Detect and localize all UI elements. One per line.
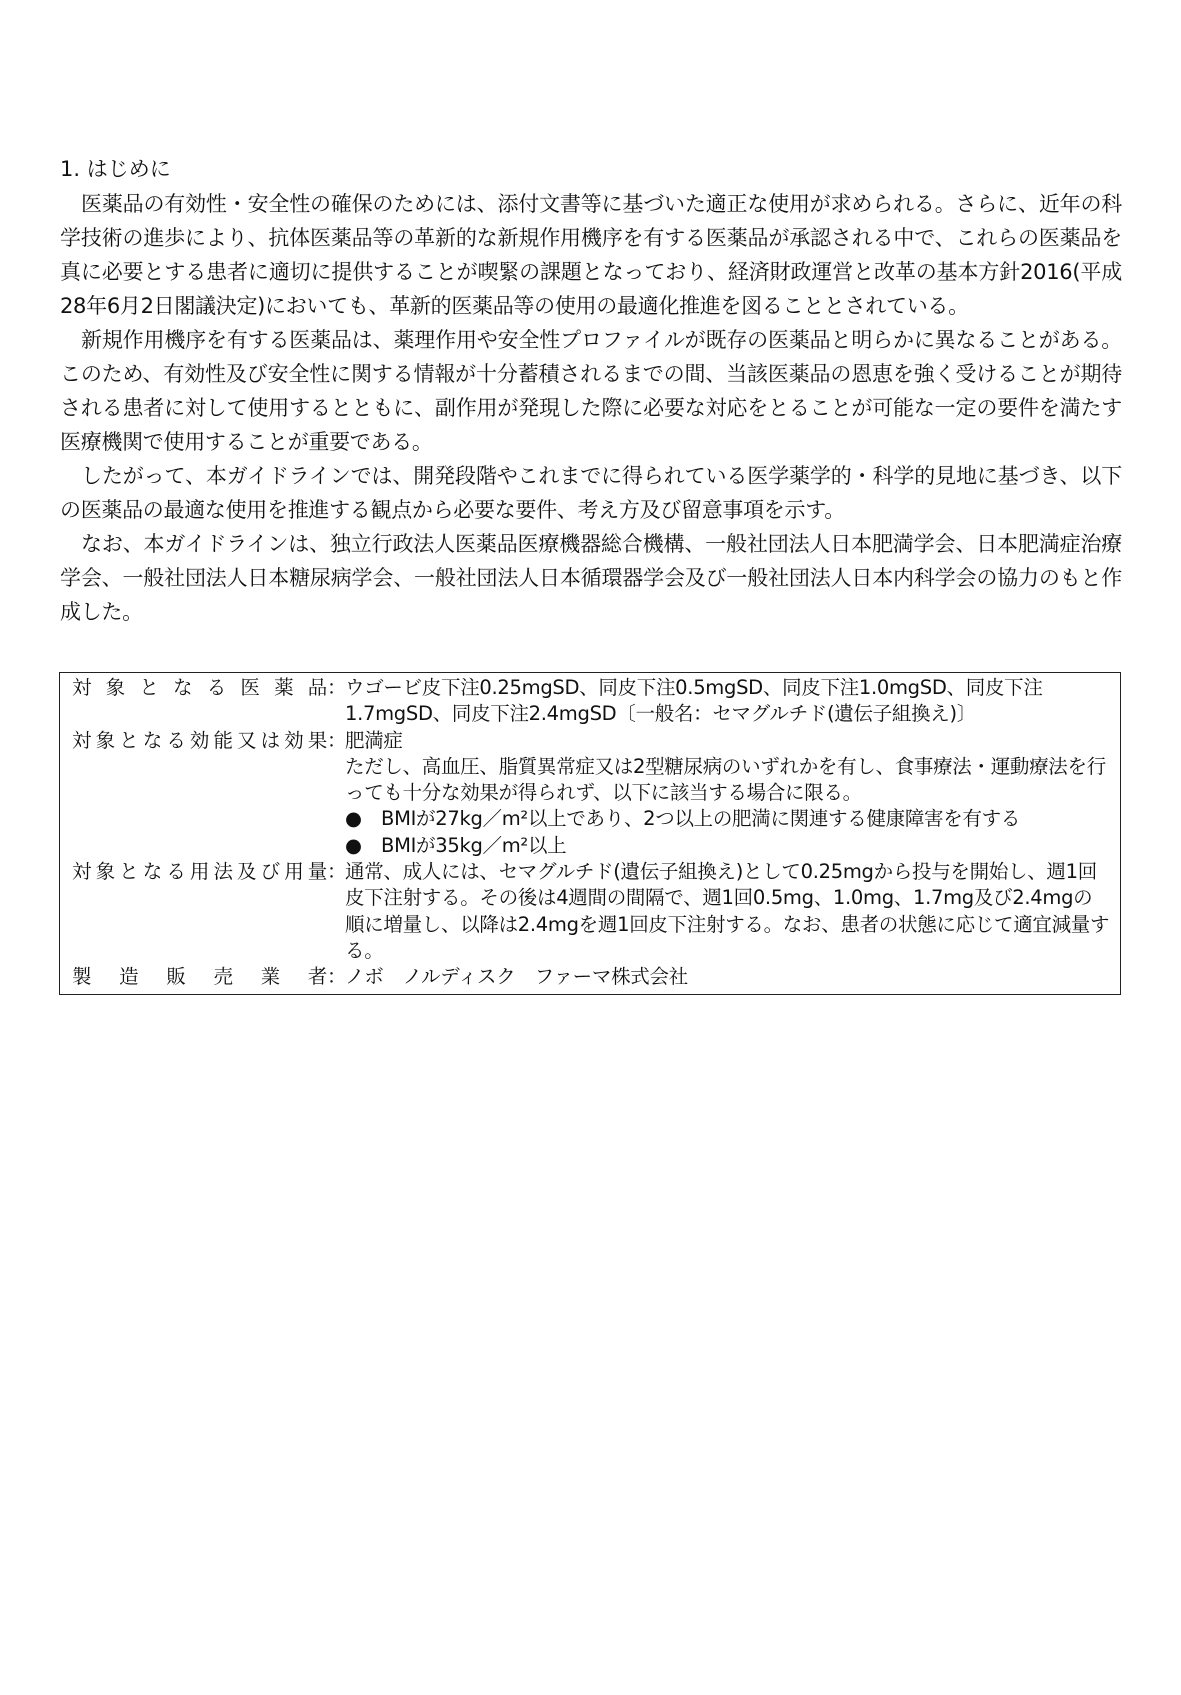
paragraph: 新規作用機序を有する医薬品は、薬理作用や安全性プロファイルが既存の医薬品と明らかに異なることがある。このため、有効性及び安全性に関する情報が十分蓄積されるまでの間、当該医薬品の恩恵を強く受けることが期待される患者に対して使用するとともに、副作用が発現した際に必要な対応をとることが可能な一定の要件を満たす医療機関で使用することが重要である。 [60,328,1122,454]
colon: ： [327,965,347,989]
dosage-row [60,859,1120,964]
colon: ： [327,860,347,884]
row-label: 対象となる効能又は効果 [72,728,327,752]
row-label: 対象となる医薬品 [72,676,327,699]
colon: ： [327,676,347,699]
bullet-item [345,806,1110,832]
row-value: ノボ ノルディスク ファーマ株式会社 [345,965,688,989]
indication-note: ただし、高血圧、脂質異常症又は2型糖尿病のいずれかを有し、食事療法・運動療法を行っても十分な効果が得られず、以下に該当する場合に限る。 [345,754,1106,805]
paragraph: なお、本ガイドラインは、独立行政法人医薬品医療機器総合機構、一般社団法人日本肥満学会、日本肥満症治療学会、一般社団法人日本糖尿病学会、一般社団法人日本循環器学会及び一般社団法人日本内科学会の協力のもと作成した。 [60,532,1122,624]
colon: ： [327,728,347,752]
drug-row [60,675,1120,728]
indication: 肥満症 [345,728,403,752]
row-label: 対象となる用法及び用量 [72,860,327,884]
intro-body [60,187,1122,629]
paragraph: したがって、本ガイドラインでは、開発段階やこれまでに得られている医学薬学的・科学的見地に基づき、以下の医薬品の最適な使用を推進する観点から必要な要件、考え方及び留意事項を示す。 [60,464,1122,522]
indication-row [60,728,1120,859]
section-heading: 1. はじめに [60,157,171,181]
bullet-text: BMIが35kg／m²以上 [381,833,567,857]
bullet-item [345,833,1110,859]
bullet-icon: ● [345,807,362,831]
row-value [345,728,1120,859]
bullet-icon: ● [345,833,362,857]
row-label: 製造販売業者 [72,965,327,989]
row-value: ウゴービ皮下注0.25mgSD、同皮下注0.5mgSD、同皮下注1.0mgSD、同皮下注1.7mgSD、同皮下注2.4mgSD〔一般名：セマグルチド(遺伝子組換え)〕 [345,676,1043,726]
maker-row [60,964,1120,990]
drug-info-table [59,672,1121,995]
bullet-text: BMIが27kg／m²以上であり、2つ以上の肥満に関連する健康障害を有する [381,807,1021,831]
row-value: 通常、成人には、セマグルチド(遺伝子組換え)として0.25mgから投与を開始し、週1回皮下注射する。その後は4週間の間隔で、週1回0.5mg、1.0mg、1.7mg及び2.4mgの順に増量し、以降は2.4mgを週1回皮下注射する。なお、患者の状態に応じて適宜減量する。 [345,860,1110,962]
paragraph: 医薬品の有効性・安全性の確保のためには、添付文書等に基づいた適正な使用が求められる。さらに、近年の科学技術の進歩により、抗体医薬品等の革新的な新規作用機序を有する医薬品が承認される中で、これらの医薬品を真に必要とする患者に適切に提供することが喫緊の課題となっており、経済財政運営と改革の基本方針2016(平成28年6月2日閣議決定)においても、革新的医薬品等の使用の最適化推進を図ることとされている。 [60,192,1122,318]
